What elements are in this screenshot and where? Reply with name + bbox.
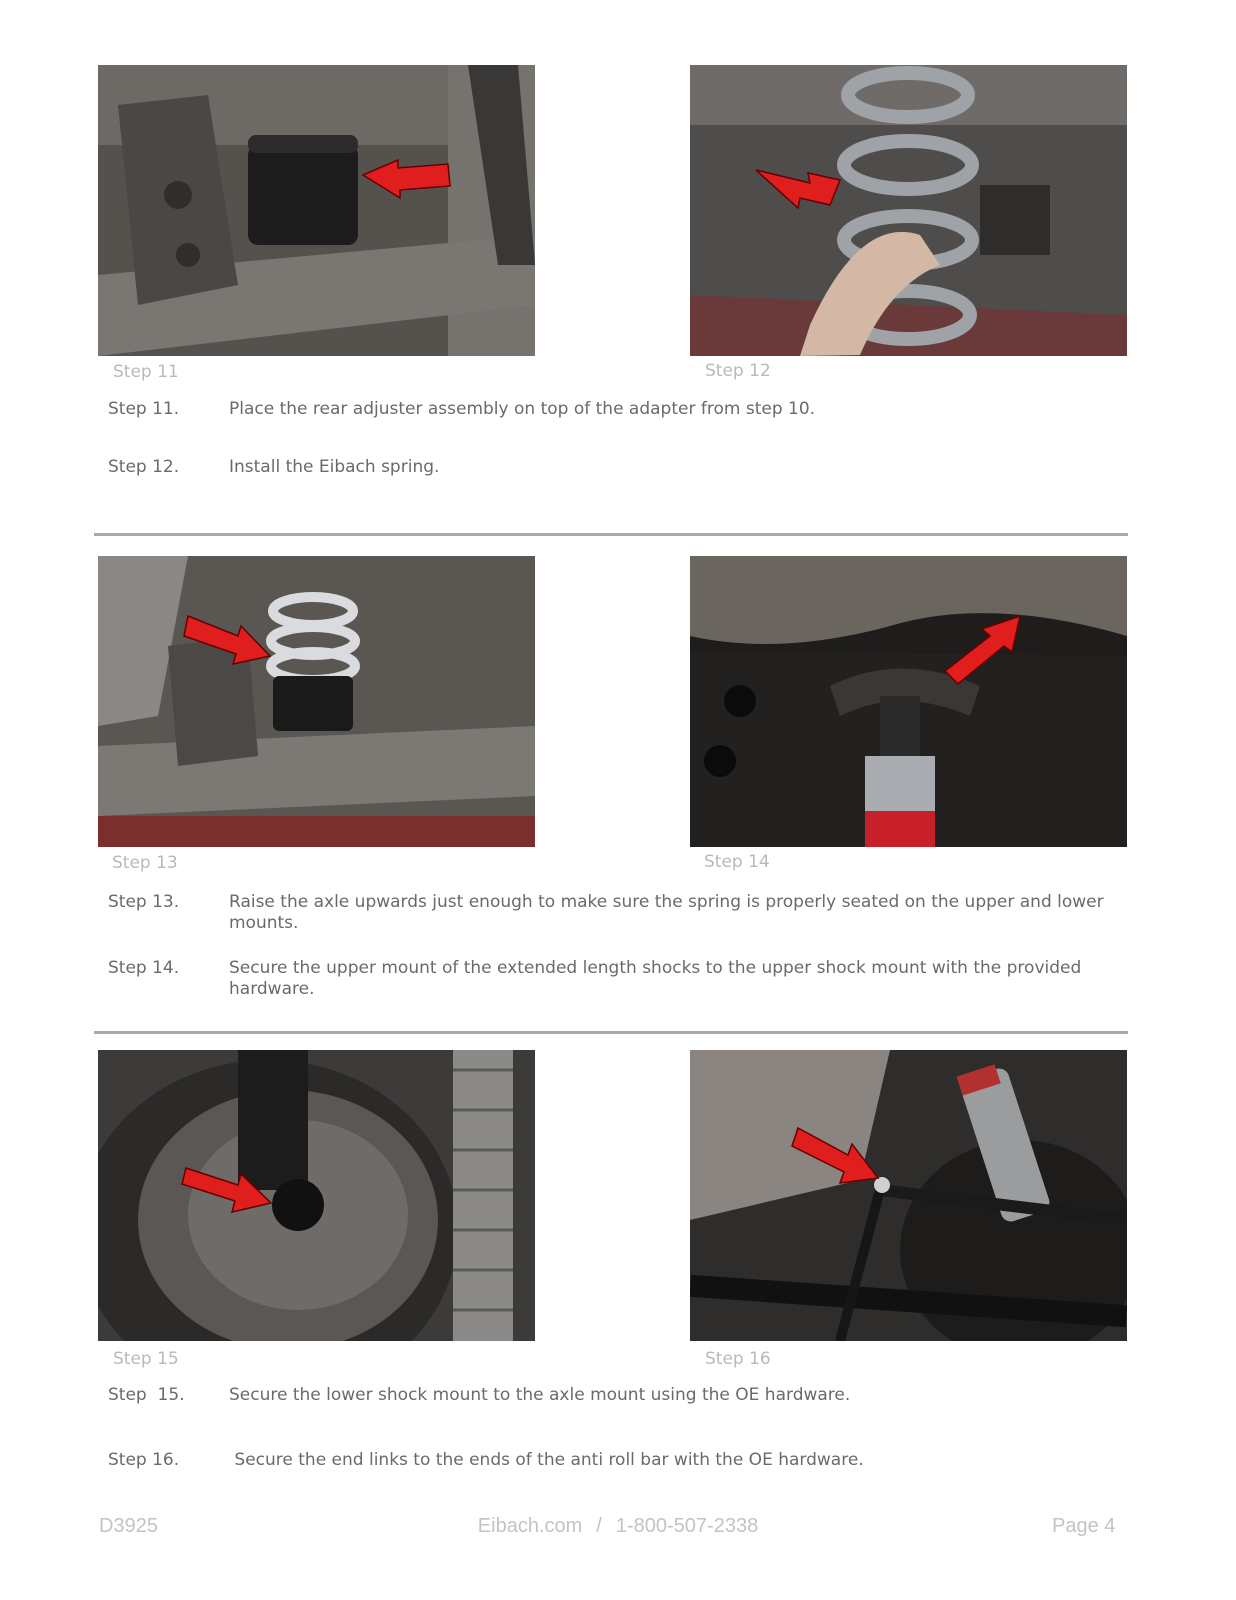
step-15-label: Step 15.: [108, 1385, 185, 1405]
photo-step-16: [690, 1050, 1127, 1341]
caption-step-13: Step 13: [112, 853, 178, 873]
photo-step-13: [98, 556, 535, 847]
step-13-text: Raise the axle upwards just enough to make sure the spring is properly seated on the upper and lower mounts.: [229, 892, 1104, 933]
step-14-label: Step 14.: [108, 958, 180, 978]
step-16-text: Secure the end links to the ends of the anti roll bar with the OE hardware.: [229, 1450, 864, 1470]
step-12-label: Step 12.: [108, 457, 180, 477]
step-14-text: Secure the upper mount of the extended length shocks to the upper shock mount with the provided hardware.: [229, 958, 1082, 999]
section-divider: [94, 1031, 1128, 1034]
step-13-label: Step 13.: [108, 892, 180, 912]
photo-step-15: [98, 1050, 535, 1341]
step-11-label: Step 11.: [108, 399, 180, 419]
photo-step-14: [690, 556, 1127, 847]
footer-page-number: Page 4: [1052, 1515, 1116, 1537]
caption-step-12: Step 12: [705, 361, 771, 381]
step-11-text: Place the rear adjuster assembly on top of the adapter from step 10.: [229, 399, 816, 419]
footer-phone: 1-800-507-2338: [615, 1515, 759, 1537]
photo-step-11: [98, 65, 535, 356]
footer-website: Eibach.com: [477, 1515, 583, 1537]
caption-step-11: Step 11: [113, 362, 179, 382]
caption-step-16: Step 16: [705, 1349, 771, 1369]
footer-separator: /: [596, 1515, 602, 1537]
footer-doc-id: D3925: [99, 1515, 158, 1537]
step-15-text: Secure the lower shock mount to the axle mount using the OE hardware.: [229, 1385, 851, 1405]
photo-step-12: [690, 65, 1127, 356]
step-16-label: Step 16.: [108, 1450, 180, 1470]
caption-step-15: Step 15: [113, 1349, 179, 1369]
caption-step-14: Step 14: [704, 852, 770, 872]
footer-contact: [0, 1515, 1236, 1538]
section-divider: [94, 533, 1128, 536]
step-12-text: Install the Eibach spring.: [229, 457, 440, 477]
